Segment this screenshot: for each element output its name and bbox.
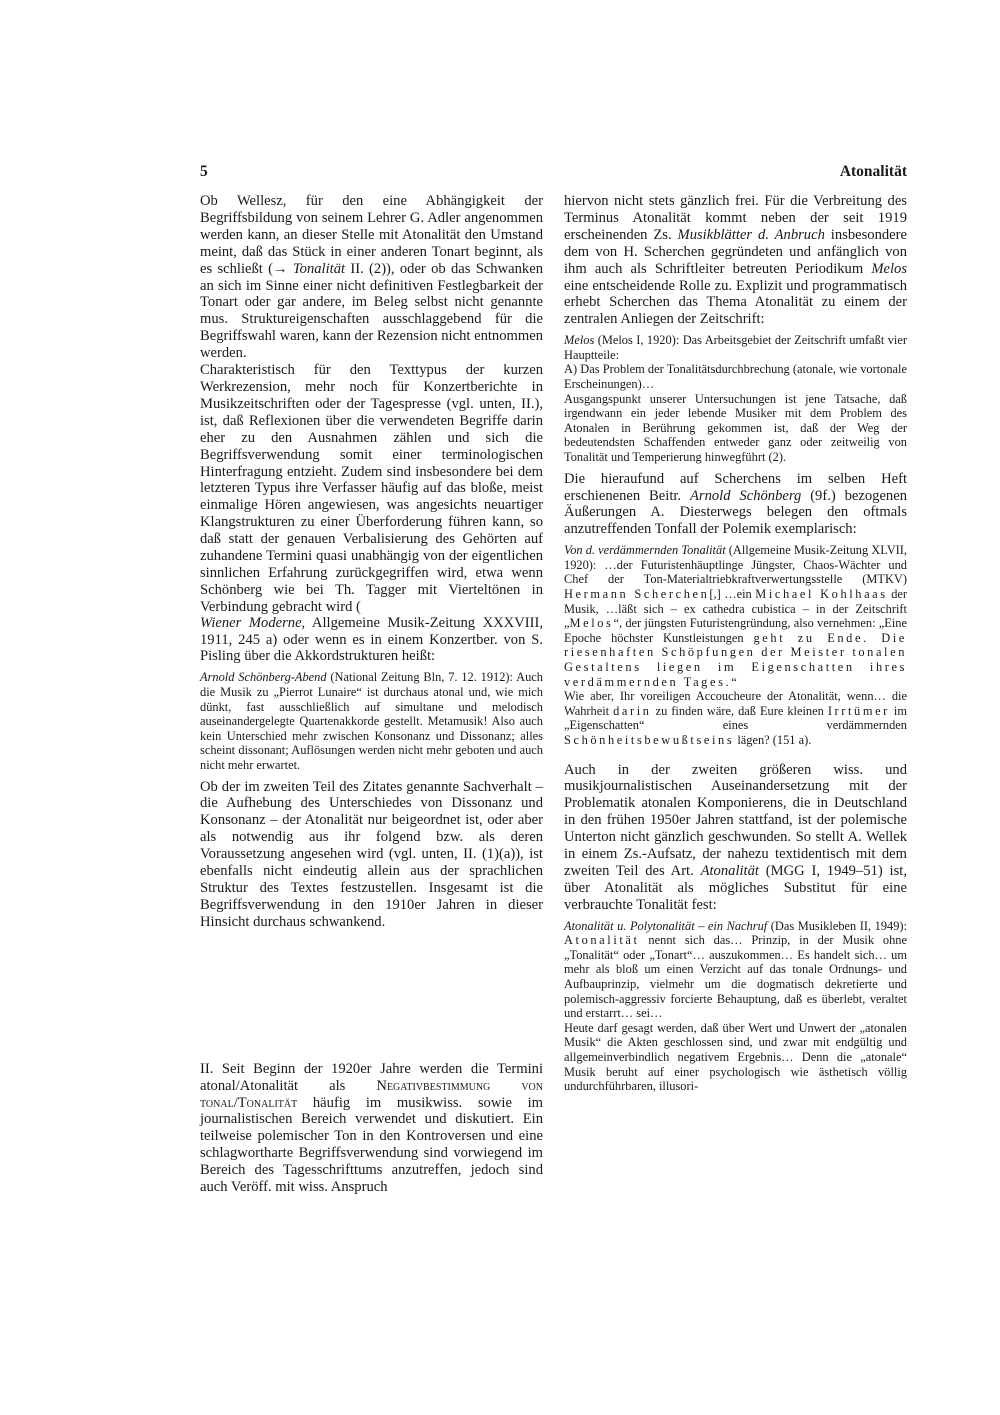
right-column (564, 193, 907, 1100)
paragraph-continued: Wiener Moderne, Allgemeine Musik-Zeitung XXXVIII, 1911, 245 a) oder wenn es in einem Konzertber. von S. Pisling über die Akkordstrukturen heißt: (200, 614, 543, 665)
block-quote: Arnold Schönberg-Abend (National Zeitung Bln, 7. 12. 1912): Auch die Musik zu „Pierrot Lunaire“ ist durchaus atonal und, wie mich dünkt, fast ausschließlich auf simultane und melodisch auseinandergelegte Quartenakkorde gestellt. Metamusik! Also auch kein Unterschied mehr zwischen Konsonanz und Dissonanz; alles scheint dissonant; Auflösungen werden nicht mehr geboten und auch nicht mehr erwartet. (200, 670, 543, 772)
block-quote: Melos (Melos I, 1920): Das Arbeitsgebiet der Zeitschrift umfaßt vier Hauptteile: A) Das Problem der Tonalitätsdurchbrechung (atonale, wie vortonale Erscheinungen)… Ausgangspunkt unserer Untersuchungen ist jene Tatsache, daß irgendwann ein jeder lebende Musiker mit dem Problem des Atonalen in Berührung gekommen ist, daß der Weg der bedeutendsten Schaffenden entweder ganz oder zeitweilig von Tonalität und Temperierung hinwegführt (2). (564, 333, 907, 464)
page-number: 5 (200, 163, 208, 180)
left-column (200, 193, 543, 1196)
running-header (200, 163, 907, 185)
paragraph: hiervon nicht stets gänzlich frei. Für die Verbreitung des Terminus Atonalität kommt neben der seit 1919 erscheinenden Zs. Musikblätter d. Anbruch insbesondere dem von H. Scherchen gegründeten und anfänglich von ihm auch als Schriftleiter betreuten Periodikum Melos eine entscheidende Rolle zu. Explizit und programmatisch erhebt Scherchen das Thema Atonalität zu einem der zentralen Anliegen der Zeitschrift: (564, 193, 907, 328)
paragraph: Die hieraufund auf Scherchens im selben Heft erschienenen Beitr. Arnold Schönberg (9f.) bezogenen Äußerungen A. Diesterwegs belegen den oftmals anzutreffenden Tonfall der Polemik exemplarisch: (564, 470, 908, 538)
block-quote: Von d. verdämmernden Tonalität (Allgemeine Musik-Zeitung XLVII, 1920): …der Futuristenhäuptlinge Jüngster, Chaos-Wächter und Chef der Ton-Materialtriebkraftverwertungsstelle (MTKV) Hermann Scherchen[,] …ein Michael Kohlhaas der Musik, …läßt sich – ex cathedra cubistica – in der Zeitschrift „Melos“, der jüngsten Futuristengründung, also vernehmen: „Eine Epoche höchster Kunstleistungen geht zu Ende. Die riesenhaften Schöpfungen der Meister tonalen Gestaltens liegen im Eigenschatten ihres verdämmernden Tages.“ Wie aber, Ihr voreiligen Accoucheure der Atonalität, wenn… die Wahrheit darin zu finden wäre, daß Eure kleinen Irrtümer im „Eigenschatten“ eines verdämmernden Schönheitsbewußtseins lägen? (151 a). (564, 543, 908, 747)
block-quote: Atonalität u. Polytonalität – ein Nachruf (Das Musikleben II, 1949): Atonalität nennt sich das… Prinzip, in der Musik ohne „Tonalität“ oder „Tonart“… auszukommen… Es handelt sich… um mehr als bloß um einen Verzicht auf das tonale Ordnungs- und Aufbauprinzip, vielmehr um die dogmatisch dekretierte und polemisch-aggressiv forcierte Behauptung, daß es überlebt, veraltet und erstarrt… sei… Heute darf gesagt werden, daß über Wert und Unwert der „atonalen Musik“ die Akten geschlossen sind, und zwar mit endgültig und allgemeinverbindlich negativem Ergebnis… Denn die „atonale“ Musik beruht auf einer psychologisch wie ästhetisch völlig undurchführbaren, illusori- (564, 918, 907, 1094)
paragraph: Ob der im zweiten Teil des Zitates genannte Sachverhalt – die Aufhebung des Unterschiedes von Dissonanz und Konsonanz – der Atonalität nur beigeordnet ist, oder aber als notwendig aus ihr folgend bzw. als deren Voraussetzung angesehen wird (vgl. unten, II. (1)(a)), ist ebenfalls nicht eindeutig allein aus der sprachlichen Struktur des Textes festzustellen. Insgesamt ist die Begriffsverwendung in den 1910er Jahren in dieser Hinsicht durchaus schwankend. (200, 778, 543, 930)
paragraph: Auch in der zweiten größeren wiss. und musikjournalistischen Auseinandersetzung mit der Problematik atonalen Komponierens, die in Deutschland in den frühen 1950er Jahren stattfand, ist der polemische Unterton nicht gänzlich geschwunden. So stellt A. Wellek in einem Zs.-Aufsatz, der nahezu textidentisch mit dem zweiten Teil des Art. Atonalität (MGG I, 1949–51) ist, über Atonalität als mögliches Substitut für eine verbrauchte Tonalität fest: (564, 761, 907, 913)
section-paragraph: II. Seit Beginn der 1920er Jahre werden die Termini atonal/Atonalität als Negativbestimmung von tonal/Tonalität häufig im musikwiss. sowie im journalistischen Bereich verwendet und diskutiert. Ein teilweise polemischer Ton in den Kontroversen und eine schlagwortharte Begriffsverwendung sind vorwiegend im Bereich des Tagesschrifttums anzutreffen, jedoch sind auch Veröff. mit wiss. Anspruch (200, 1060, 543, 1196)
paragraph: Ob Wellesz, für den eine Abhängigkeit der Begriffsbildung von seinem Lehrer G. Adler angenommen werden kann, an dieser Stelle mit Atonalität den Umstand meint, daß das Stück in einer anderen Tonart beginnt, als es schließt (→ Tonalität II. (2)), oder ob das Schwanken an sich im Sinne einer nicht definitiven Festlegbarkeit der Tonart oder gar andere, im Beleg selbst nicht genannte mus. Struktureigenschaften ausschlaggebend für die Begriffswahl waren, kann der Rezension nicht entnommen werden. (200, 193, 543, 362)
paragraph: Charakteristisch für den Texttypus der kurzen Werkrezension, mehr noch für Konzertberichte in Musikzeitschriften oder der Tagespresse (vgl. unten, II.), ist, daß Reflexionen über die verwendeten Begriffe darin eher zu den Ausnahmen zählen und sich die Begriffsverwendung somit einer terminologischen Hinterfragung entzieht. Zudem sind insbesondere bei dem letzteren Typus ihre Verfasser häufig auf das bloße, meist einmalige Hören angewiesen, was angesichts neuartiger Klangstrukturen zu einer Überforderung führen kann, so daß statt der genauen Verbalisierung des Gehörten auf zuhandene Termini quasi unabhängig von der eigentlichen sinnlichen Erfahrung zurückgegriffen wird, etwa wenn Schönberg wie bei Th. Tagger mit Vierteltönen in Verbindung gebracht wird ( (200, 362, 543, 615)
running-head-title: Atonalität (839, 163, 907, 180)
